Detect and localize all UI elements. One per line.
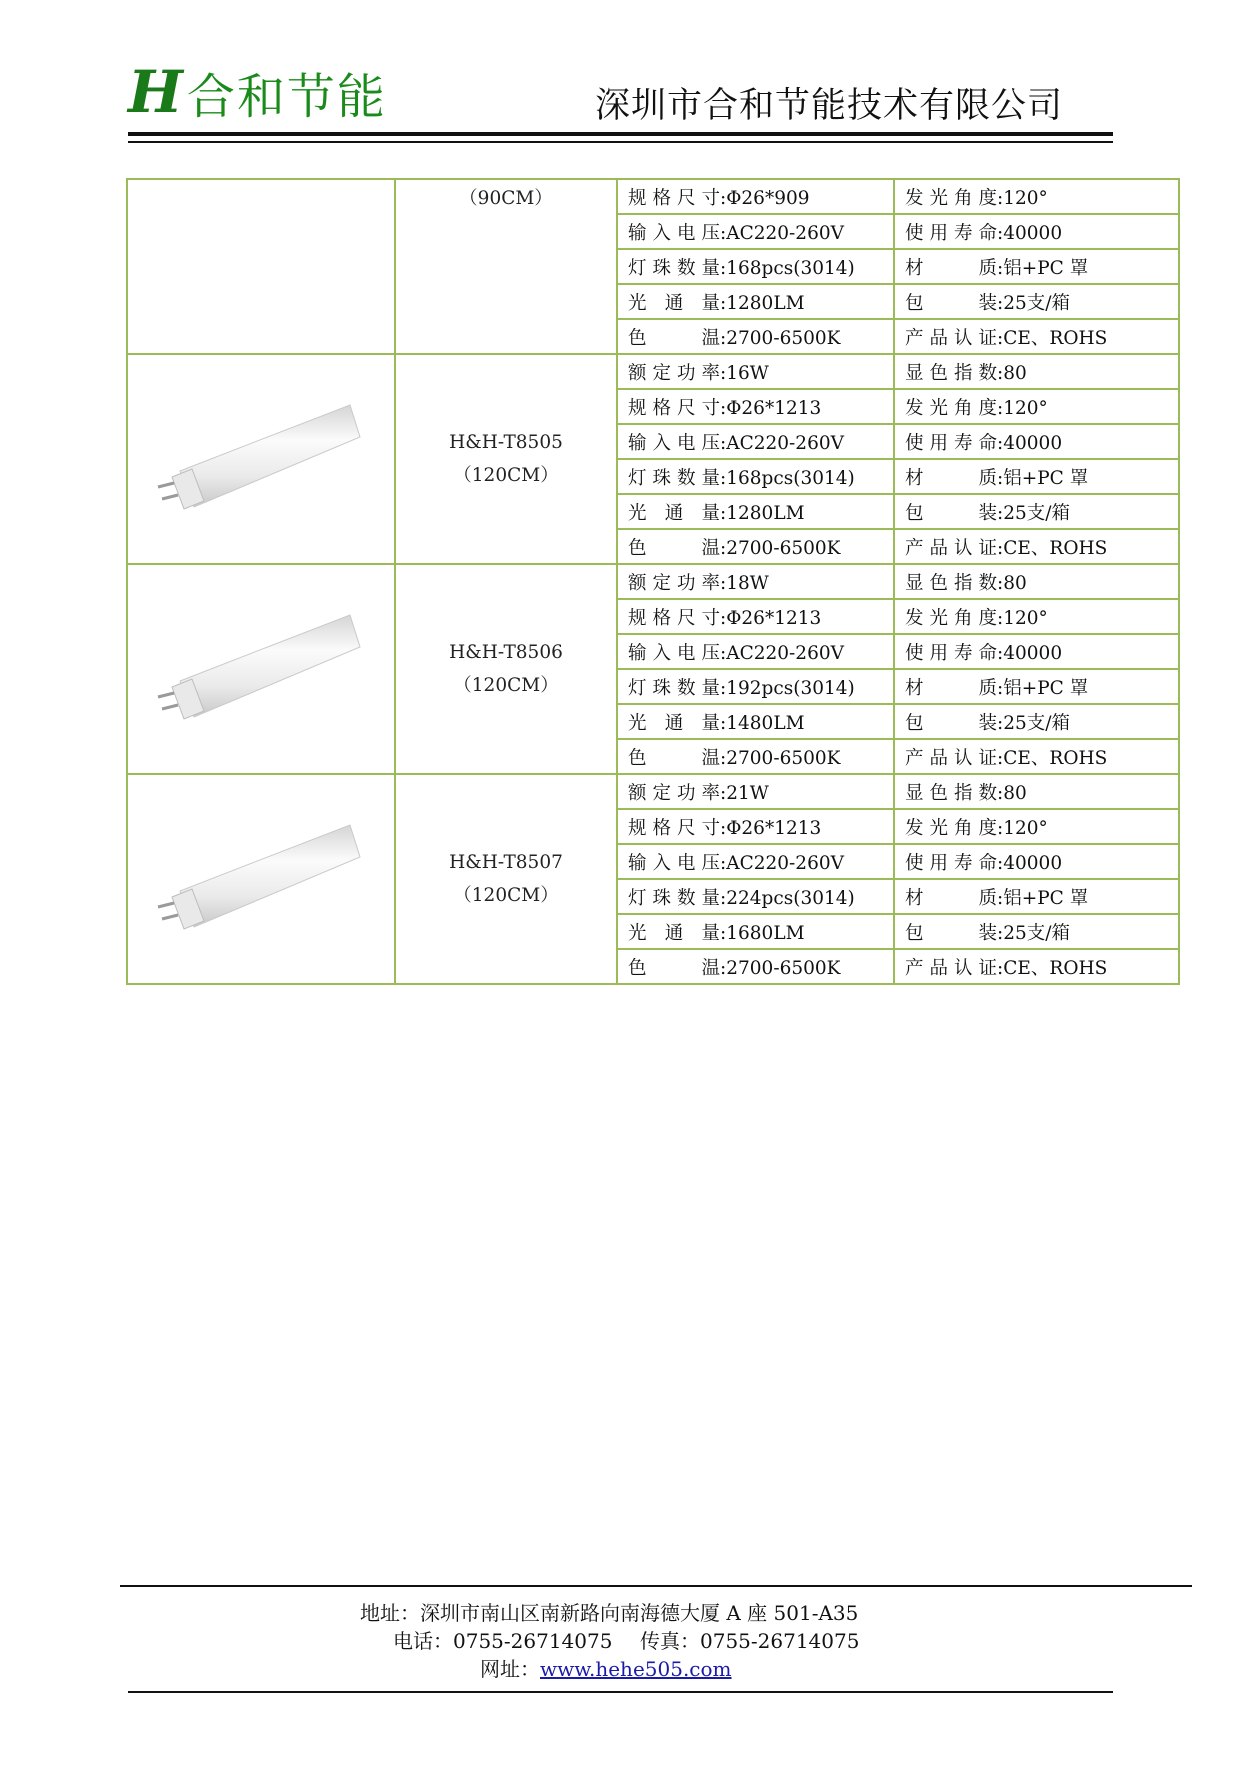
spec-label: 额定功率 xyxy=(628,362,720,384)
spec-cell: 包 装:25支/箱 xyxy=(894,914,1179,949)
led-tube-image xyxy=(150,599,370,739)
spec-cell: 产品认证:CE、ROHS xyxy=(894,739,1179,774)
spec-row xyxy=(127,564,1179,599)
spec-cell: 光 通 量:1280LM xyxy=(617,284,894,319)
spec-value: 25支/箱 xyxy=(1003,502,1071,524)
spec-label: 显色指数 xyxy=(905,362,997,384)
spec-value: 80 xyxy=(1003,782,1027,804)
spec-value: Φ26*909 xyxy=(726,187,810,209)
spec-label: 光 通 量 xyxy=(628,502,720,524)
spec-label: 产品认证 xyxy=(905,747,997,769)
spec-label: 规格尺寸 xyxy=(628,397,720,419)
spec-value: 16W xyxy=(726,362,769,384)
led-tube-image xyxy=(150,809,370,949)
spec-cell: 发光角度:120° xyxy=(894,809,1179,844)
spec-cell: 显色指数:80 xyxy=(894,774,1179,809)
spec-label: 输入电压 xyxy=(628,852,720,874)
spec-label: 发光角度 xyxy=(905,607,997,629)
spec-value: 120° xyxy=(1003,607,1048,629)
spec-value: 80 xyxy=(1003,362,1027,384)
spec-label: 产品认证 xyxy=(905,957,997,979)
spec-cell: 光 通 量:1680LM xyxy=(617,914,894,949)
product-length: （120CM） xyxy=(453,885,559,906)
spec-value: Φ26*1213 xyxy=(726,607,822,629)
product-model-cell xyxy=(395,774,617,984)
spec-value: 40000 xyxy=(1003,222,1063,244)
spec-label: 光 通 量 xyxy=(628,292,720,314)
spec-value: CE、ROHS xyxy=(1003,747,1108,769)
spec-value: 铝+PC 罩 xyxy=(1003,887,1089,909)
spec-value: Φ26*1213 xyxy=(726,817,822,839)
spec-label: 产品认证 xyxy=(905,537,997,559)
spec-label: 发光角度 xyxy=(905,817,997,839)
spec-label: 包 装 xyxy=(905,712,997,734)
logo-mark: H xyxy=(128,58,179,126)
spec-value: 25支/箱 xyxy=(1003,922,1071,944)
spec-value: 25支/箱 xyxy=(1003,292,1071,314)
product-model: H&H-T8505 xyxy=(449,432,563,453)
spec-value: 1280LM xyxy=(726,502,805,524)
spec-cell: 额定功率:18W xyxy=(617,564,894,599)
spec-cell: 显色指数:80 xyxy=(894,564,1179,599)
spec-value: 铝+PC 罩 xyxy=(1003,467,1089,489)
spec-label: 灯珠数量 xyxy=(628,467,720,489)
spec-cell: 包 装:25支/箱 xyxy=(894,494,1179,529)
product-image-cell xyxy=(127,774,395,984)
spec-cell: 包 装:25支/箱 xyxy=(894,284,1179,319)
spec-cell: 输入电压:AC220-260V xyxy=(617,634,894,669)
spec-value: AC220-260V xyxy=(726,852,844,874)
led-tube-image xyxy=(150,389,370,529)
spec-cell: 规格尺寸:Φ26*1213 xyxy=(617,599,894,634)
spec-cell: 材 质:铝+PC 罩 xyxy=(894,249,1179,284)
spec-cell: 灯珠数量:168pcs(3014) xyxy=(617,249,894,284)
spec-cell: 输入电压:AC220-260V xyxy=(617,844,894,879)
spec-value: 1480LM xyxy=(726,712,805,734)
spec-value: AC220-260V xyxy=(726,222,844,244)
spec-value: 铝+PC 罩 xyxy=(1003,257,1089,279)
product-model: H&H-T8507 xyxy=(449,852,563,873)
product-length: （120CM） xyxy=(453,465,559,486)
spec-cell: 材 质:铝+PC 罩 xyxy=(894,459,1179,494)
spec-value: 40000 xyxy=(1003,432,1063,454)
spec-cell: 色 温:2700-6500K xyxy=(617,319,894,354)
spec-cell: 输入电压:AC220-260V xyxy=(617,424,894,459)
spec-cell: 使用寿命:40000 xyxy=(894,424,1179,459)
logo-text: 合和节能 xyxy=(186,68,387,125)
spec-cell: 输入电压:AC220-260V xyxy=(617,214,894,249)
spec-label: 额定功率 xyxy=(628,782,720,804)
company-logo xyxy=(128,56,387,128)
spec-cell: 产品认证:CE、ROHS xyxy=(894,529,1179,564)
footer-website-label: 网址： xyxy=(480,1657,540,1681)
spec-label: 规格尺寸 xyxy=(628,187,720,209)
spec-label: 输入电压 xyxy=(628,642,720,664)
spec-cell: 显色指数:80 xyxy=(894,354,1179,389)
spec-label: 材 质 xyxy=(905,467,997,489)
spec-label: 色 温 xyxy=(628,747,720,769)
spec-label: 显色指数 xyxy=(905,782,997,804)
product-length: （90CM） xyxy=(459,188,553,209)
spec-cell: 产品认证:CE、ROHS xyxy=(894,319,1179,354)
spec-cell: 发光角度:120° xyxy=(894,599,1179,634)
spec-label: 输入电压 xyxy=(628,432,720,454)
spec-value: 2700-6500K xyxy=(726,327,841,349)
spec-label: 输入电压 xyxy=(628,222,720,244)
spec-value: 80 xyxy=(1003,572,1027,594)
spec-value: Φ26*1213 xyxy=(726,397,822,419)
spec-value: CE、ROHS xyxy=(1003,327,1108,349)
spec-value: 40000 xyxy=(1003,642,1063,664)
spec-cell: 灯珠数量:224pcs(3014) xyxy=(617,879,894,914)
spec-value: 25支/箱 xyxy=(1003,712,1071,734)
spec-label: 色 温 xyxy=(628,957,720,979)
spec-label: 光 通 量 xyxy=(628,712,720,734)
footer-address: 地址：深圳市南山区南新路向南海德大厦 A 座 501-A35 xyxy=(360,1601,859,1625)
spec-row xyxy=(127,354,1179,389)
spec-label: 灯珠数量 xyxy=(628,257,720,279)
spec-label: 显色指数 xyxy=(905,572,997,594)
product-length: （120CM） xyxy=(453,675,559,696)
spec-cell: 灯珠数量:192pcs(3014) xyxy=(617,669,894,704)
product-model: H&H-T8506 xyxy=(449,642,563,663)
spec-label: 使用寿命 xyxy=(905,852,997,874)
spec-label: 材 质 xyxy=(905,677,997,699)
spec-value: 铝+PC 罩 xyxy=(1003,677,1089,699)
spec-cell: 规格尺寸:Φ26*1213 xyxy=(617,809,894,844)
spec-value: 21W xyxy=(726,782,769,804)
spec-value: 120° xyxy=(1003,187,1048,209)
spec-table xyxy=(126,178,1180,985)
spec-value: 224pcs(3014) xyxy=(726,887,855,909)
spec-label: 使用寿命 xyxy=(905,432,997,454)
spec-value: AC220-260V xyxy=(726,642,844,664)
spec-value: 192pcs(3014) xyxy=(726,677,855,699)
product-image-cell xyxy=(127,564,395,774)
company-name: 深圳市合和节能技术有限公司 xyxy=(595,86,1064,126)
spec-cell: 使用寿命:40000 xyxy=(894,844,1179,879)
spec-label: 光 通 量 xyxy=(628,922,720,944)
spec-cell: 色 温:2700-6500K xyxy=(617,949,894,984)
spec-value: 40000 xyxy=(1003,852,1063,874)
product-model-cell xyxy=(395,564,617,774)
spec-value: 18W xyxy=(726,572,769,594)
header-rule-thin xyxy=(128,141,1113,143)
spec-label: 灯珠数量 xyxy=(628,677,720,699)
spec-label: 包 装 xyxy=(905,502,997,524)
spec-value: 2700-6500K xyxy=(726,747,841,769)
spec-label: 规格尺寸 xyxy=(628,817,720,839)
spec-label: 包 装 xyxy=(905,922,997,944)
spec-cell: 材 质:铝+PC 罩 xyxy=(894,879,1179,914)
spec-cell: 发光角度:120° xyxy=(894,389,1179,424)
spec-cell: 额定功率:16W xyxy=(617,354,894,389)
spec-label: 产品认证 xyxy=(905,327,997,349)
spec-cell: 包 装:25支/箱 xyxy=(894,704,1179,739)
spec-value: 120° xyxy=(1003,397,1048,419)
footer-phone: 电话：0755-26714075 xyxy=(393,1629,613,1653)
spec-cell: 规格尺寸:Φ26*1213 xyxy=(617,389,894,424)
spec-label: 色 温 xyxy=(628,327,720,349)
spec-label: 包 装 xyxy=(905,292,997,314)
footer-fax: 传真：0755-26714075 xyxy=(640,1629,860,1653)
spec-label: 发光角度 xyxy=(905,187,997,209)
header-rule-thick xyxy=(128,132,1113,136)
spec-label: 材 质 xyxy=(905,887,997,909)
product-image-cell xyxy=(127,179,395,354)
spec-cell: 材 质:铝+PC 罩 xyxy=(894,669,1179,704)
spec-value: CE、ROHS xyxy=(1003,537,1108,559)
spec-label: 发光角度 xyxy=(905,397,997,419)
spec-value: CE、ROHS xyxy=(1003,957,1108,979)
spec-cell: 色 温:2700-6500K xyxy=(617,529,894,564)
footer-rule-top xyxy=(120,1585,1192,1587)
spec-value: 168pcs(3014) xyxy=(726,467,855,489)
spec-label: 使用寿命 xyxy=(905,222,997,244)
spec-cell: 产品认证:CE、ROHS xyxy=(894,949,1179,984)
spec-label: 额定功率 xyxy=(628,572,720,594)
spec-cell: 色 温:2700-6500K xyxy=(617,739,894,774)
spec-row xyxy=(127,774,1179,809)
spec-label: 灯珠数量 xyxy=(628,887,720,909)
spec-cell: 灯珠数量:168pcs(3014) xyxy=(617,459,894,494)
spec-cell: 发光角度:120° xyxy=(894,179,1179,214)
product-model-cell xyxy=(395,354,617,564)
spec-value: AC220-260V xyxy=(726,432,844,454)
spec-label: 材 质 xyxy=(905,257,997,279)
spec-cell: 使用寿命:40000 xyxy=(894,634,1179,669)
spec-label: 使用寿命 xyxy=(905,642,997,664)
footer-rule-bottom xyxy=(128,1691,1113,1693)
spec-cell: 额定功率:21W xyxy=(617,774,894,809)
footer-website xyxy=(480,1653,1241,1682)
spec-value: 1280LM xyxy=(726,292,805,314)
spec-value: 120° xyxy=(1003,817,1048,839)
spec-value: 2700-6500K xyxy=(726,957,841,979)
spec-value: 168pcs(3014) xyxy=(726,257,855,279)
spec-cell: 规格尺寸:Φ26*909 xyxy=(617,179,894,214)
product-image-cell xyxy=(127,354,395,564)
spec-cell: 光 通 量:1480LM xyxy=(617,704,894,739)
spec-cell: 使用寿命:40000 xyxy=(894,214,1179,249)
spec-label: 色 温 xyxy=(628,537,720,559)
spec-row xyxy=(127,179,1179,214)
spec-value: 2700-6500K xyxy=(726,537,841,559)
spec-label: 规格尺寸 xyxy=(628,607,720,629)
footer-website-link[interactable]: www.hehe505.com xyxy=(540,1657,732,1681)
spec-value: 1680LM xyxy=(726,922,805,944)
spec-cell: 光 通 量:1280LM xyxy=(617,494,894,529)
product-model-cell xyxy=(395,179,617,354)
